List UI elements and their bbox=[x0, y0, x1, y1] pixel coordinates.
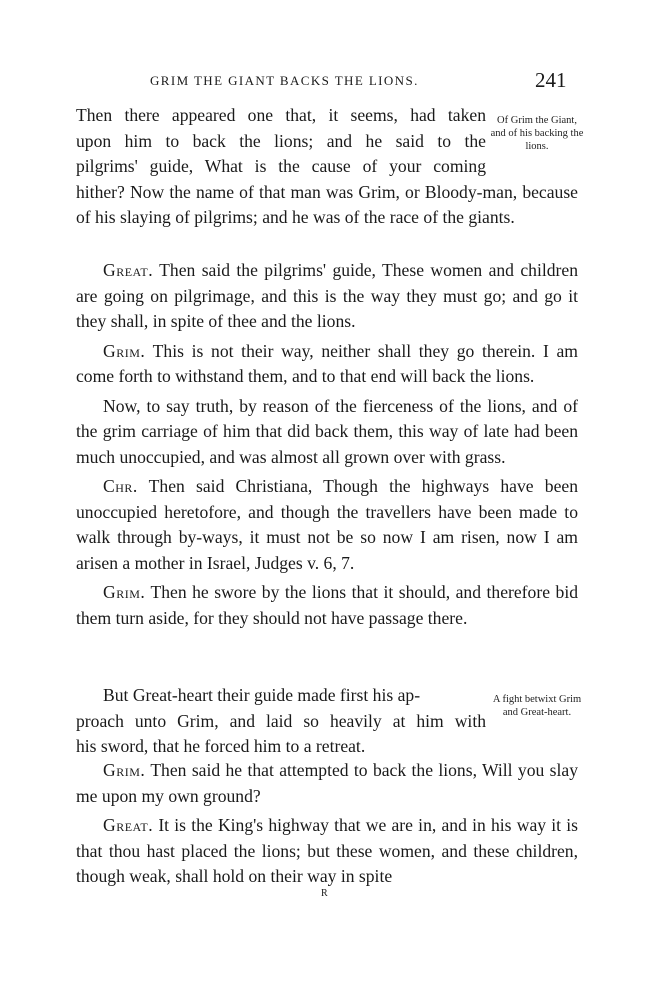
page-number: 241 bbox=[535, 68, 567, 92]
speaker-grim: Grim. bbox=[103, 340, 146, 361]
speaker-grim-2: Grim. bbox=[103, 582, 146, 602]
paragraph-fight-line-3: his sword, that he forced him to a retreat. bbox=[76, 736, 366, 756]
paragraph-grim-1 bbox=[76, 339, 578, 390]
closing-dialogue bbox=[76, 758, 578, 890]
speaker-great-2: Great. bbox=[103, 815, 154, 835]
paragraph-narration: Now, to say truth, by reason of the fierceness of the lions, and of the grim carriage of him that did back them, this way of late had been much unoccupied, and was almost all grown over with grass. bbox=[76, 395, 578, 467]
paragraph-grim-2 bbox=[76, 580, 578, 631]
dialogue-block bbox=[76, 258, 578, 631]
paragraph-1-line-1: Then there appeared one that, it seems, had taken bbox=[76, 105, 486, 125]
paragraph-fight-line-2: proach unto Grim, and laid so heavily at him with bbox=[76, 710, 486, 731]
paragraph-grim-2-text: Then he swore by the lions that it should, and therefore bid them turn aside, for they should not have passage there. bbox=[76, 582, 578, 628]
paragraph-1-rest: hither? Now the name of that man was Grim, or Bloody-man, because of his slaying of pilgrims; and he was of the race of the giants. bbox=[76, 181, 578, 227]
paragraph-great-2 bbox=[76, 813, 578, 890]
paragraph-great-1-text: Then said the pilgrims' guide, These women and children are going on pilgrimage, and this is the way they must go; and go it they shall, in spite of thee and the lions. bbox=[76, 260, 578, 331]
paragraph-grim-3-text: Then said he that attempted to back the lions, Will you slay me upon my own ground? bbox=[76, 760, 578, 806]
signature-mark: R bbox=[321, 888, 329, 899]
paragraph-christiana-text: Then said Christiana, Though the highways have been unoccupied heretofore, and though the travellers have been made to walk through by-ways, it must not be so now I am risen, now I am arisen a mother in Israel, Judges v. 6, 7. bbox=[76, 476, 578, 573]
speaker-great: Great. bbox=[103, 260, 154, 280]
paragraph-grim-3 bbox=[76, 758, 578, 809]
paragraph-great-1 bbox=[76, 258, 578, 335]
paragraph-christiana bbox=[76, 474, 578, 576]
paragraph-1-line-2: upon him to back the lions; and he said to the bbox=[76, 130, 486, 151]
paragraph-1-line-3: pilgrims' guide, What is the cause of your coming bbox=[76, 156, 486, 176]
paragraph-fight-line-1: But Great-heart their guide made first his ap- bbox=[103, 685, 421, 705]
speaker-chr: Chr. bbox=[103, 476, 138, 496]
sidenote-grim-backing-lions: Of Grim the Giant, and of his backing the lions. bbox=[490, 115, 584, 152]
sidenote-fight: A fight betwixt Grim and Great-heart. bbox=[492, 694, 582, 718]
speaker-grim-3: Grim. bbox=[103, 760, 146, 780]
running-title: GRIM THE GIANT BACKS THE LIONS. bbox=[150, 73, 419, 88]
paragraph-grim-1-text: This is not their way, neither shall they go therein. I am come forth to withstand them, and to that end will back the lions. bbox=[76, 340, 578, 386]
paragraph-great-2-text: It is the King's highway that we are in, and in his way it is that thou hast placed the lions; but these women, and these children, though weak, shall hold on their way in spite bbox=[76, 815, 578, 886]
